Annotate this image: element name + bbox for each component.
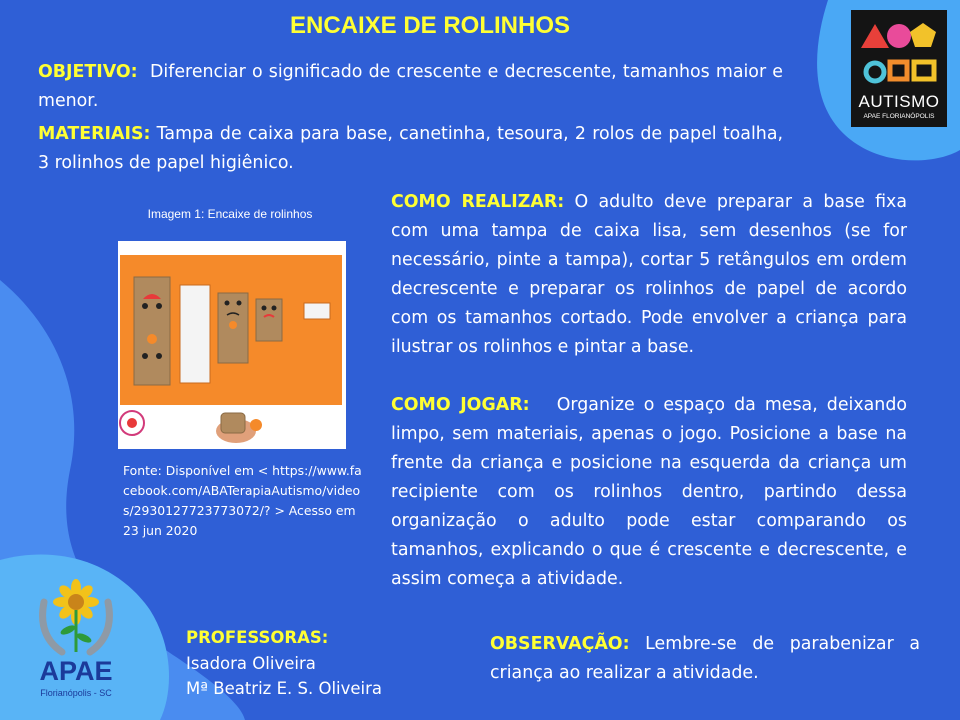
objetivo-paragraph: [38, 58, 783, 116]
autismo-logo: [851, 10, 947, 127]
como-jogar-text: Organize o espaço da mesa, deixando limpo, sem materiais, apenas o jogo. Posicione a base na frente da criança e posicione na esquerda da criança um recipiente com os rolinhos dentro, partindo dessa organização o adulto pode estar comparando os tamanhos, explicando o que é crescente e decrescente, e assim começa a atividade.: [391, 395, 908, 589]
observacao-paragraph: [490, 630, 920, 688]
autismo-logo-name: AUTISMO: [858, 92, 940, 111]
materiais-text: Tampa de caixa para base, canetinha, tesoura, 2 rolos de papel toalha, 3 rolinhos de papel higiênico.: [38, 124, 784, 173]
como-jogar-paragraph: [391, 391, 907, 594]
professora-name: Mª Beatriz E. S. Oliveira: [186, 679, 383, 698]
image-source: Fonte: Disponível em < https://www.facebook.com/ABATerapiaAutismo/videos/2930127723773072/? > Acesso em 23 jun 2020: [123, 463, 362, 538]
apae-logo-name: APAE: [39, 656, 113, 686]
como-realizar-paragraph: [391, 188, 907, 362]
apae-logo-city: Florianópolis - SC: [40, 688, 112, 698]
objetivo-text: Diferenciar o significado de crescente e decrescente, tamanhos maior e menor.: [38, 62, 783, 111]
como-jogar-label: COMO JOGAR:: [391, 395, 530, 415]
observacao-text: Lembre-se de parabenizar a criança ao realizar a atividade.: [490, 634, 921, 683]
game-photo: [118, 241, 346, 449]
professora-name: Isadora Oliveira: [186, 653, 316, 673]
materiais-paragraph: [38, 120, 783, 178]
observacao-label: OBSERVAÇÃO:: [490, 634, 630, 654]
roll-fitting-game-illustration: [118, 241, 346, 449]
autismo-logo-subtitle: APAE FLORIANÓPOLIS: [863, 113, 935, 120]
sunflower-hands-icon: [22, 572, 130, 656]
como-realizar-label: COMO REALIZAR:: [391, 192, 565, 212]
image-caption: Imagem 1: Encaixe de rolinhos: [147, 207, 313, 221]
page-title: ENCAIXE DE ROLINHOS: [289, 12, 571, 39]
materiais-label: MATERIAIS:: [38, 124, 151, 144]
objetivo-label: OBJETIVO:: [38, 62, 138, 82]
autism-shapes-icon: [851, 10, 947, 92]
professoras-label: PROFESSORAS:: [186, 628, 329, 647]
como-realizar-text: O adulto deve preparar a base fixa com uma tampa de caixa lisa, sem desenhos (se for necessário, pinte a tampa), cortar 5 retângulos em ordem decrescente e preparar os rolinhos de papel de acordo com os tamanhos cortado. Pode envolver a criança para ilustrar os rolinhos e pintar a base.: [391, 192, 908, 357]
professoras-block: [186, 625, 382, 702]
